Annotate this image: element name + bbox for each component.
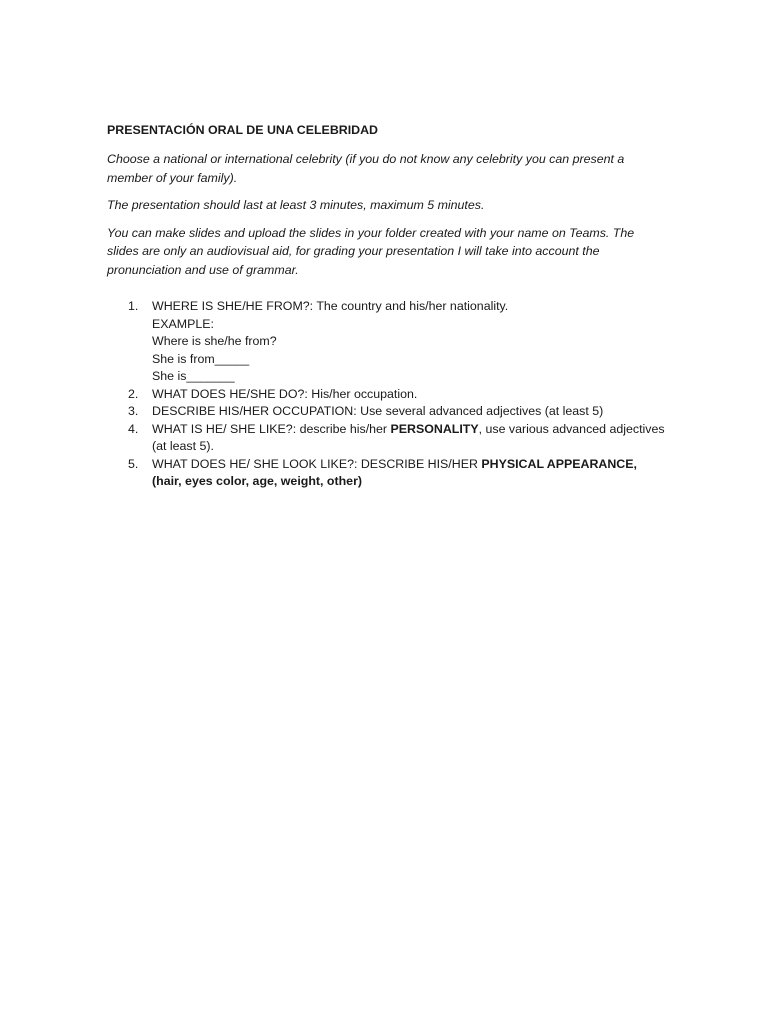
list-item — [107, 403, 667, 421]
list-item — [107, 421, 667, 456]
list-item-text: DESCRIBE HIS/HER OCCUPATION: Use several advanced adjectives (at least 5) — [152, 404, 604, 418]
example-question: Where is she/he from? — [152, 334, 277, 348]
list-item-number: 4. — [128, 421, 139, 436]
list-item-text: WHERE IS SHE/HE FROM?: The country and his/her nationality. — [152, 299, 509, 313]
list-item-emphasis: PHYSICAL APPEARANCE, (hair, eyes color, age, weight, other) — [152, 456, 637, 488]
document-title: PRESENTACIÓN ORAL DE UNA CELEBRIDAD — [107, 123, 379, 137]
list-item-number: 2. — [128, 386, 139, 401]
list-item-number: 3. — [128, 404, 139, 418]
list-item — [107, 456, 667, 491]
example-answer-2: She is_______ — [152, 369, 235, 383]
list-item — [107, 386, 667, 404]
list-item-text-end: , use various advanced adjectives (at least 5). — [152, 421, 665, 453]
list-item-text: WHAT IS HE/ SHE LIKE?: describe his/her — [152, 421, 391, 436]
list-item-number: 5. — [128, 456, 139, 471]
document-body — [107, 121, 667, 491]
instruction-paragraph-2: The presentation should last at least 3 minutes, maximum 5 minutes. — [107, 198, 485, 212]
list-item-emphasis: PERSONALITY — [390, 421, 479, 436]
question-list — [107, 298, 667, 491]
example-answer-1: She is from_____ — [152, 351, 250, 366]
instruction-paragraph-3: You can make slides and upload the slides in your folder created with your name on Teams. The slides are only an audiovisual aid, for grading your presentation I will take into account the pronunciation and use of grammar. — [107, 225, 635, 277]
list-item-text: WHAT DOES HE/ SHE LOOK LIKE?: DESCRIBE HIS/HER — [152, 456, 482, 471]
list-item-text: WHAT DOES HE/SHE DO?: His/her occupation. — [152, 386, 418, 401]
instruction-paragraph-1: Choose a national or international celebrity (if you do not know any celebrity you can present a member of your family). — [107, 152, 625, 185]
example-label: EXAMPLE: — [152, 316, 214, 331]
list-item-number: 1. — [128, 299, 139, 313]
list-item — [107, 298, 667, 386]
